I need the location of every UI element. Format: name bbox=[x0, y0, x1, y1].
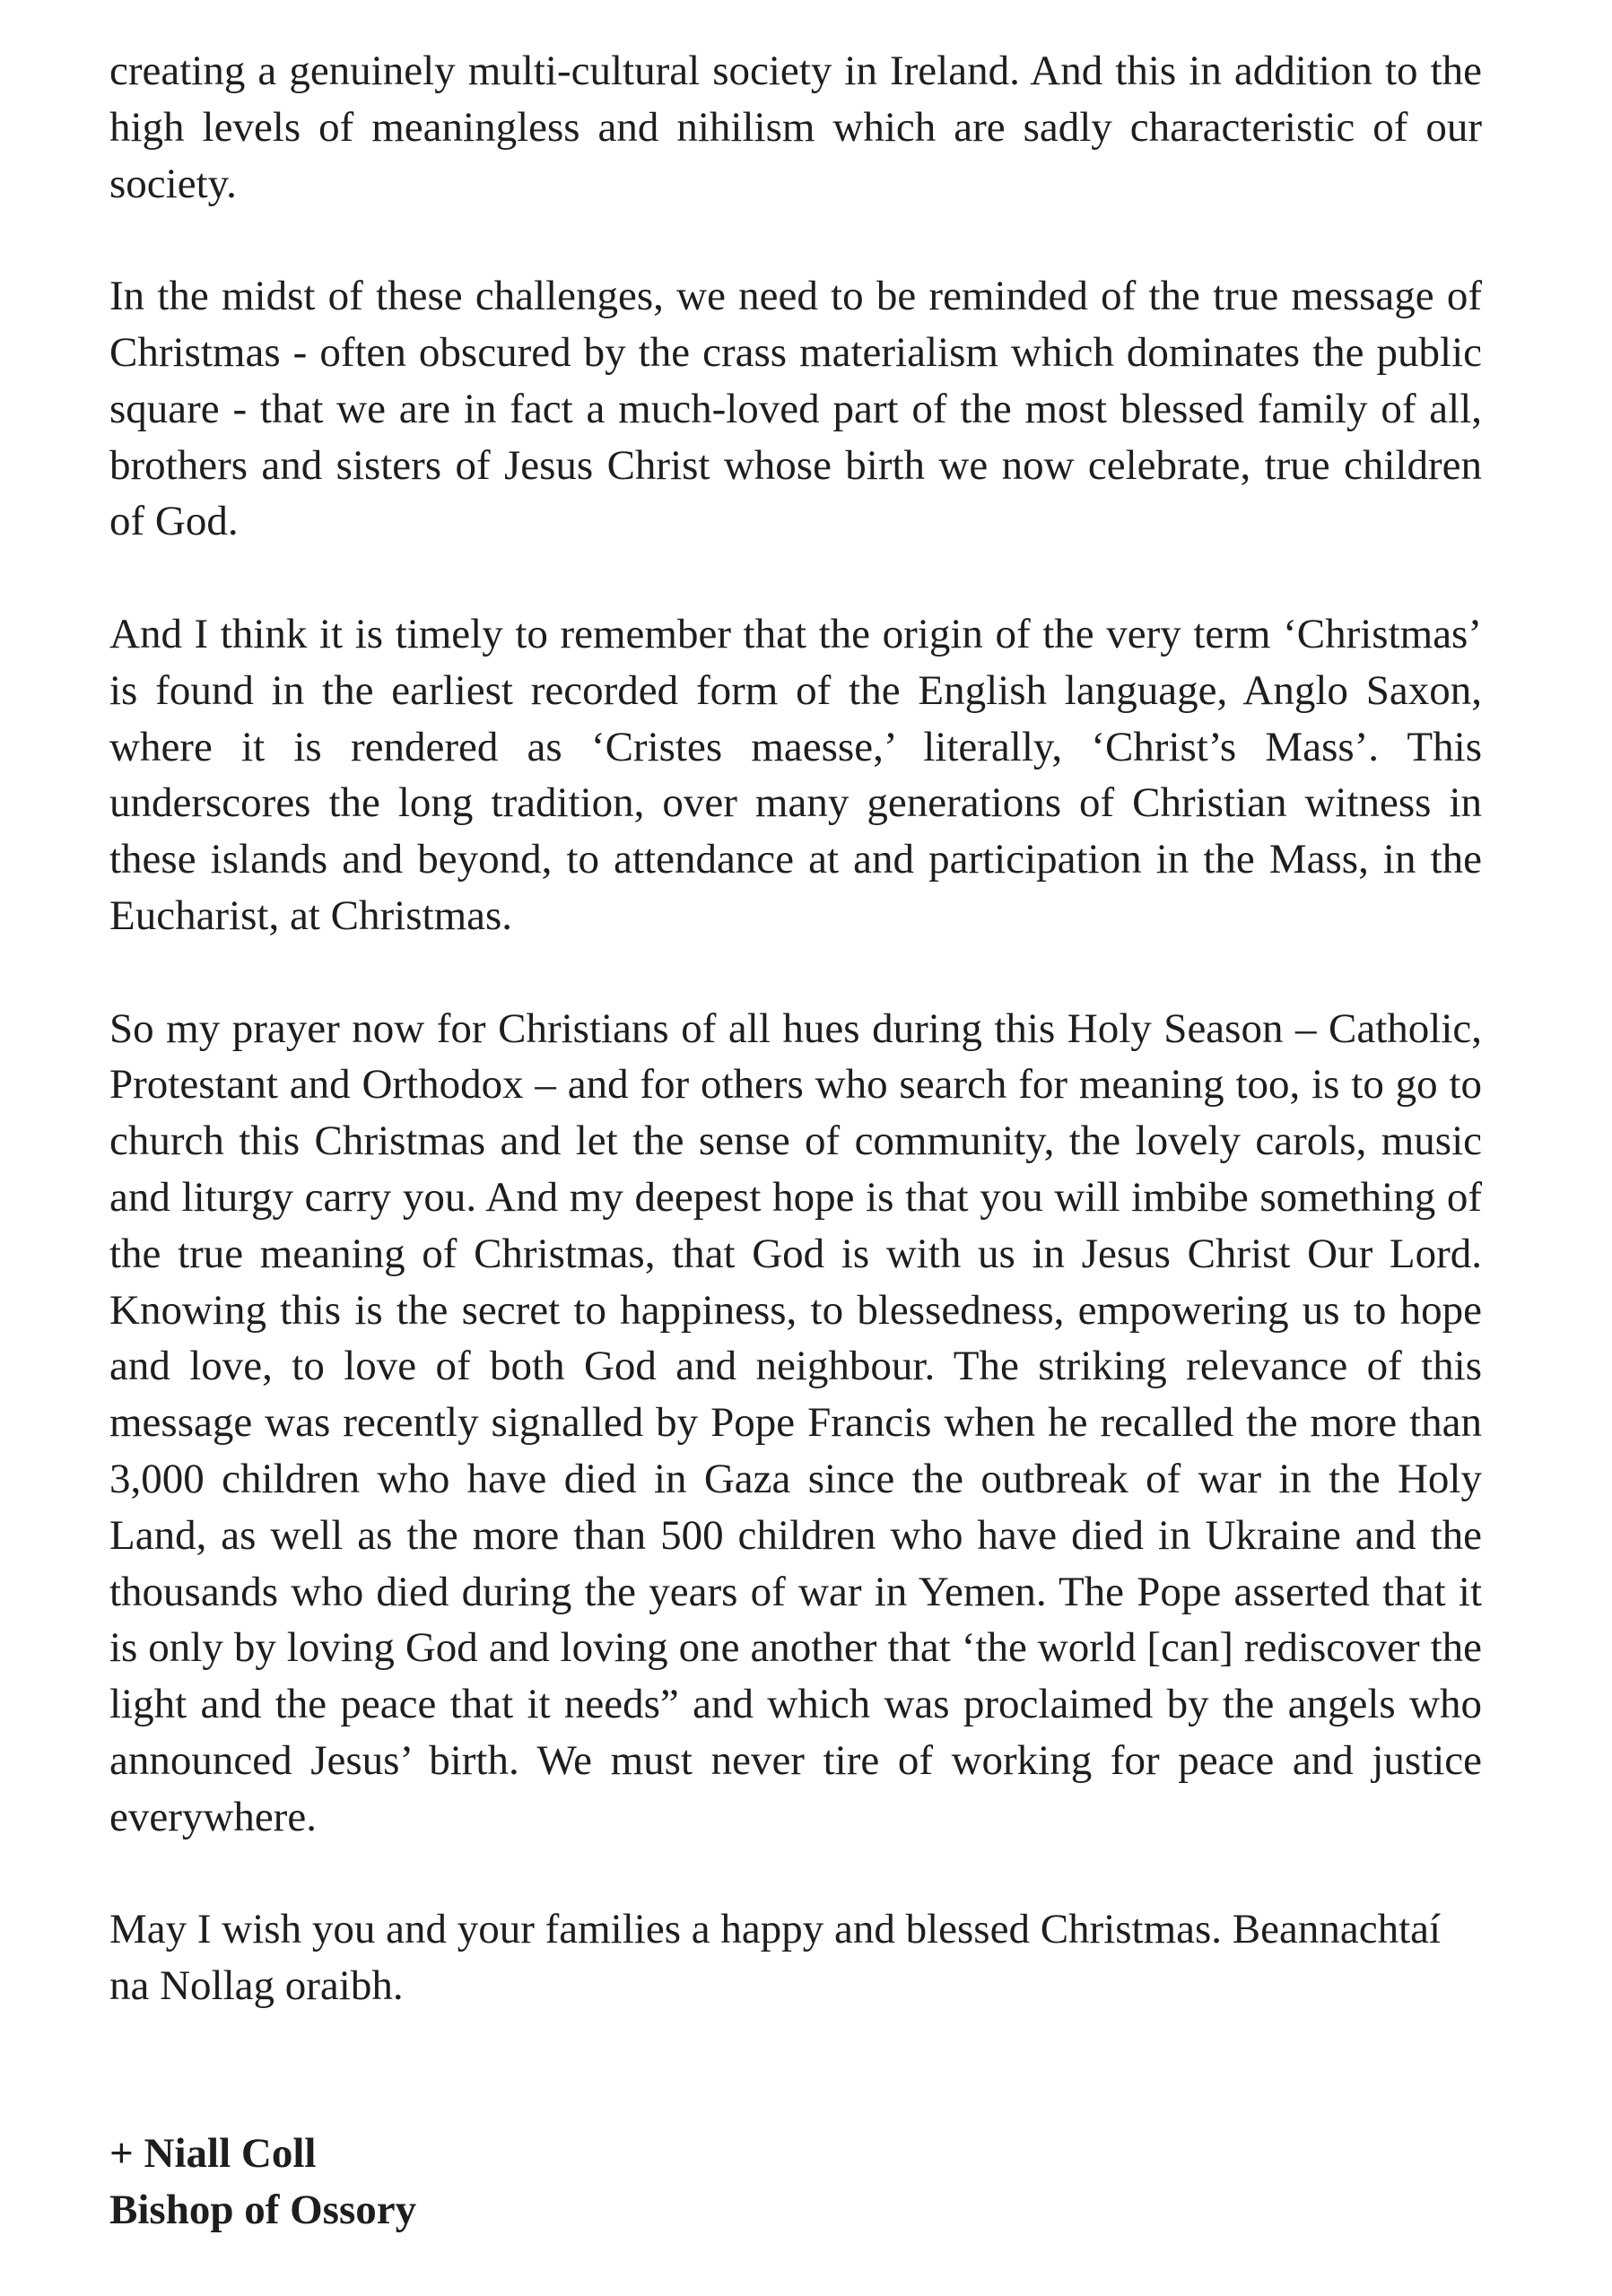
signature-block bbox=[109, 2126, 416, 2239]
paragraph-prayer: So my prayer now for Christians of all hues during this Holy Season – Catholic, Protestant and Orthodox – and for others who search for meaning too, is to go to church this Christmas and let the sense of community, the lovely carols, music and liturgy carry you. And my deepest hope is that you will imbibe something of the true meaning of Christmas, that God is with us in Jesus Christ Our Lord. Knowing this is the secret to happiness, to blessedness, empowering us to hope and love, to love of both God and neighbour. The striking relevance of this message was recently signalled by Pope Francis when he recalled the more than 3,000 children who have died in Gaza since the outbreak of war in the Holy Land, as well as the more than 500 children who have died in Ukraine and the thousands who died during the years of war in Yemen. The Pope asserted that it is only by loving God and loving one another that ‘the world [can] rediscover the light and the peace that it needs” and which was proclaimed by the angels who announced Jesus’ birth. We must never tire of working for peace and justice everywhere. bbox=[109, 1004, 1482, 1840]
signature-title: Bishop of Ossory bbox=[109, 2186, 417, 2233]
paragraph-origin-of-christmas: And I think it is timely to remember that the origin of the very term ‘Christmas’ is found in the earliest recorded form of the English language, Anglo Saxon, where it is rendered as ‘Cristes maesse,’ literally, ‘Christ’s Mass’. This underscores the long tradition, over many generations of Christian witness in these islands and beyond, to attendance at and participation in the Mass, in the Eucharist, at Christmas. bbox=[109, 610, 1482, 939]
letter-body bbox=[109, 43, 1482, 2071]
paragraph-blessing: May I wish you and your families a happy and blessed Christmas. Beannachtaí na Nollag oraibh. bbox=[109, 1906, 1442, 2010]
signature-name: + Niall Coll bbox=[109, 2130, 317, 2177]
paragraph-true-message: In the midst of these challenges, we need to be reminded of the true message of Christmas - often obscured by the crass materialism which dominates the public square - that we are in fact a much-loved part of the most blessed family of all, brothers and sisters of Jesus Christ whose birth we now celebrate, true children of God. bbox=[109, 273, 1482, 545]
paragraph-society: creating a genuinely multi-cultural society in Ireland. And this in addition to the high levels of meaningless and nihilism which are sadly characteristic of our society. bbox=[109, 48, 1482, 207]
